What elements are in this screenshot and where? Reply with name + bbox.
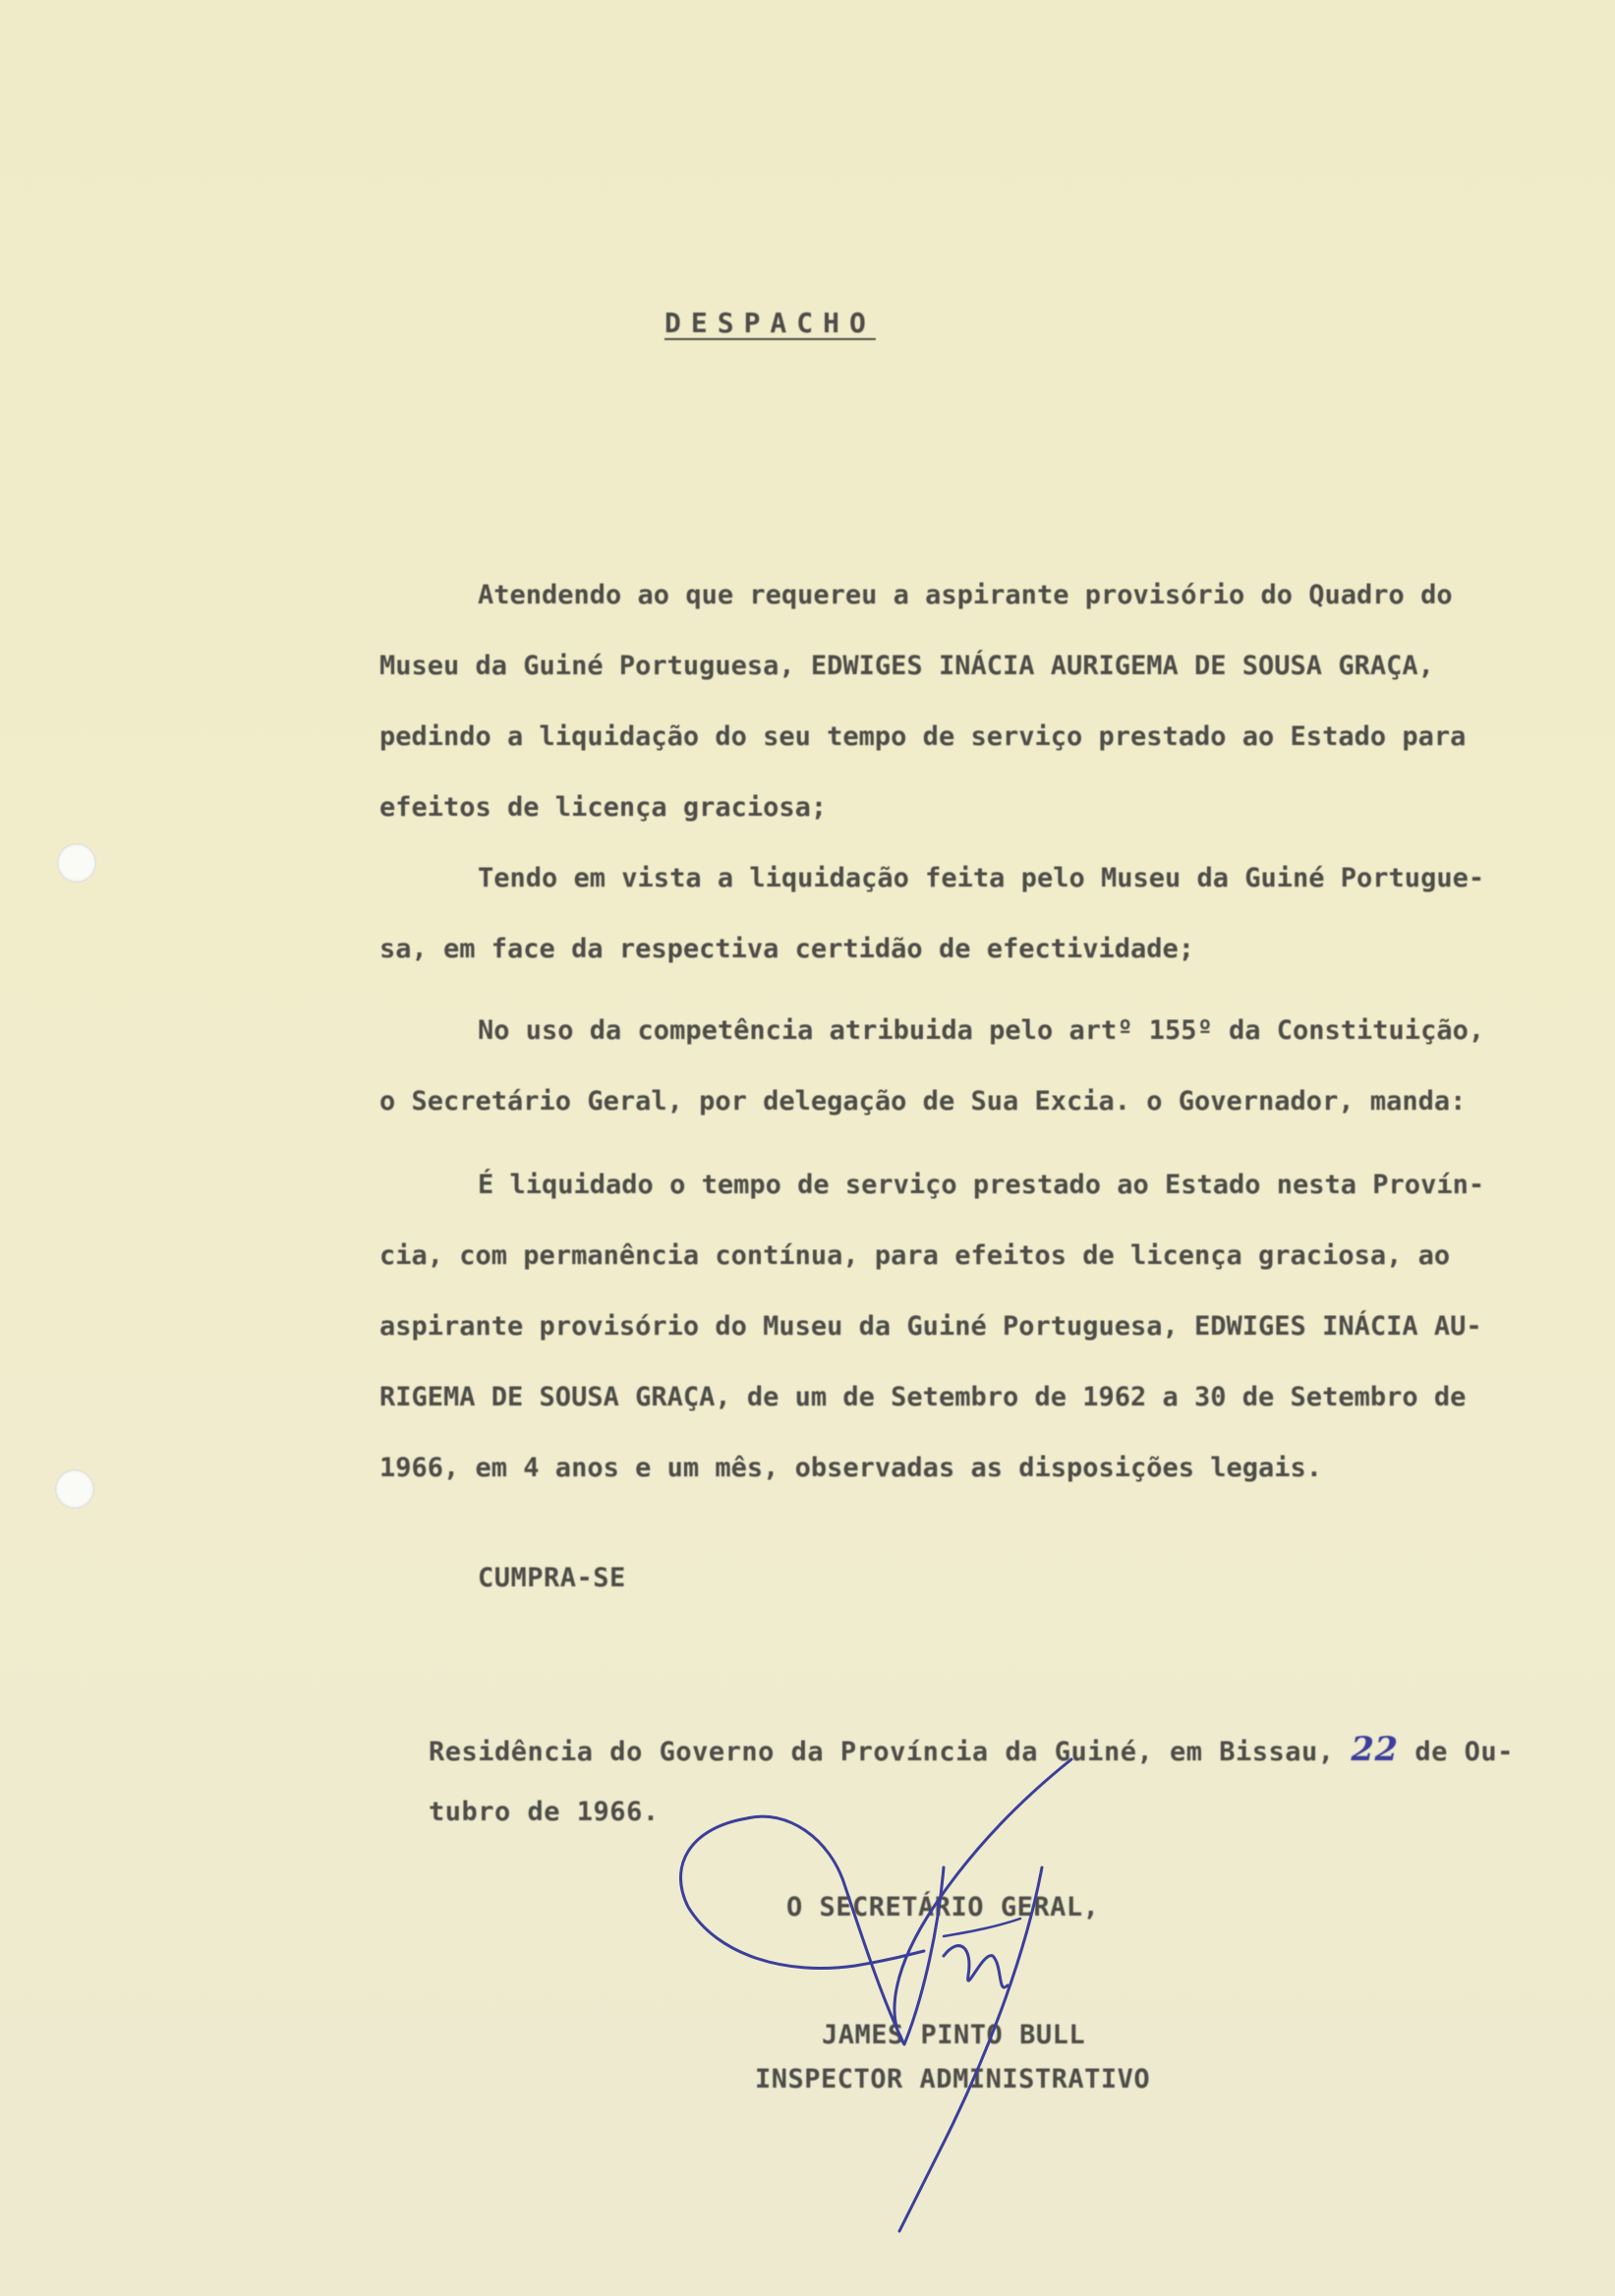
paragraph-line: pedindo a liquidação do seu tempo de serviço prestado ao Estado para bbox=[379, 721, 1467, 752]
punch-hole-top bbox=[57, 843, 96, 883]
document-title: DESPACHO bbox=[664, 307, 876, 339]
paragraph-line: o Secretário Geral, por delegação de Sua Excia. o Governador, manda: bbox=[379, 1086, 1467, 1117]
closing-line-2: tubro de 1966. bbox=[429, 1797, 660, 1827]
paragraph-line: No uso da competência atribuida pelo artº 155º da Constituição, bbox=[478, 1015, 1485, 1046]
punch-hole-bottom bbox=[55, 1469, 94, 1509]
closing-line-1 bbox=[429, 1730, 1514, 1769]
closing-place: Residência do Governo da Província da Guiné, em Bissau, bbox=[429, 1737, 1335, 1767]
paragraph-line: RIGEMA DE SOUSA GRAÇA, de um de Setembro de 1962 a 30 de Setembro de bbox=[379, 1382, 1467, 1412]
handwritten-day: 22 bbox=[1351, 1730, 1399, 1769]
closing-month: de Ou- bbox=[1414, 1737, 1514, 1767]
paragraph-2 bbox=[379, 843, 1510, 985]
paragraph-3 bbox=[379, 996, 1510, 1137]
paragraph-line: aspirante provisório do Museu da Guiné Portuguesa, EDWIGES INÁCIA AU- bbox=[379, 1311, 1482, 1342]
paragraph-1 bbox=[379, 560, 1510, 843]
paragraph-line: Tendo em vista a liquidação feita pelo Museu da Guiné Portugue- bbox=[478, 863, 1485, 893]
signature-title: INSPECTOR ADMINISTRATIVO bbox=[755, 2064, 1151, 2095]
paragraph-line: Museu da Guiné Portuguesa, EDWIGES INÁCIA AURIGEMA DE SOUSA GRAÇA, bbox=[379, 651, 1434, 681]
cumpra-se: CUMPRA-SE bbox=[478, 1563, 626, 1593]
paragraph-4 bbox=[379, 1150, 1510, 1504]
paragraph-line: Atendendo ao que requereu a aspirante provisório do Quadro do bbox=[478, 580, 1453, 610]
paragraph-line: sa, em face da respectiva certidão de efectividade; bbox=[379, 934, 1195, 964]
paragraph-line: efeitos de licença graciosa; bbox=[379, 792, 828, 823]
signature-name: JAMES PINTO BULL bbox=[822, 2020, 1086, 2050]
paragraph-line: É liquidado o tempo de serviço prestado ao Estado nesta Provín- bbox=[478, 1170, 1485, 1200]
paragraph-line: cia, com permanência contínua, para efeitos de licença graciosa, ao bbox=[379, 1240, 1451, 1271]
signature-role: O SECRETÁRIO GERAL, bbox=[786, 1892, 1100, 1923]
paragraph-line: 1966, em 4 anos e um mês, observadas as disposições legais. bbox=[379, 1453, 1323, 1483]
